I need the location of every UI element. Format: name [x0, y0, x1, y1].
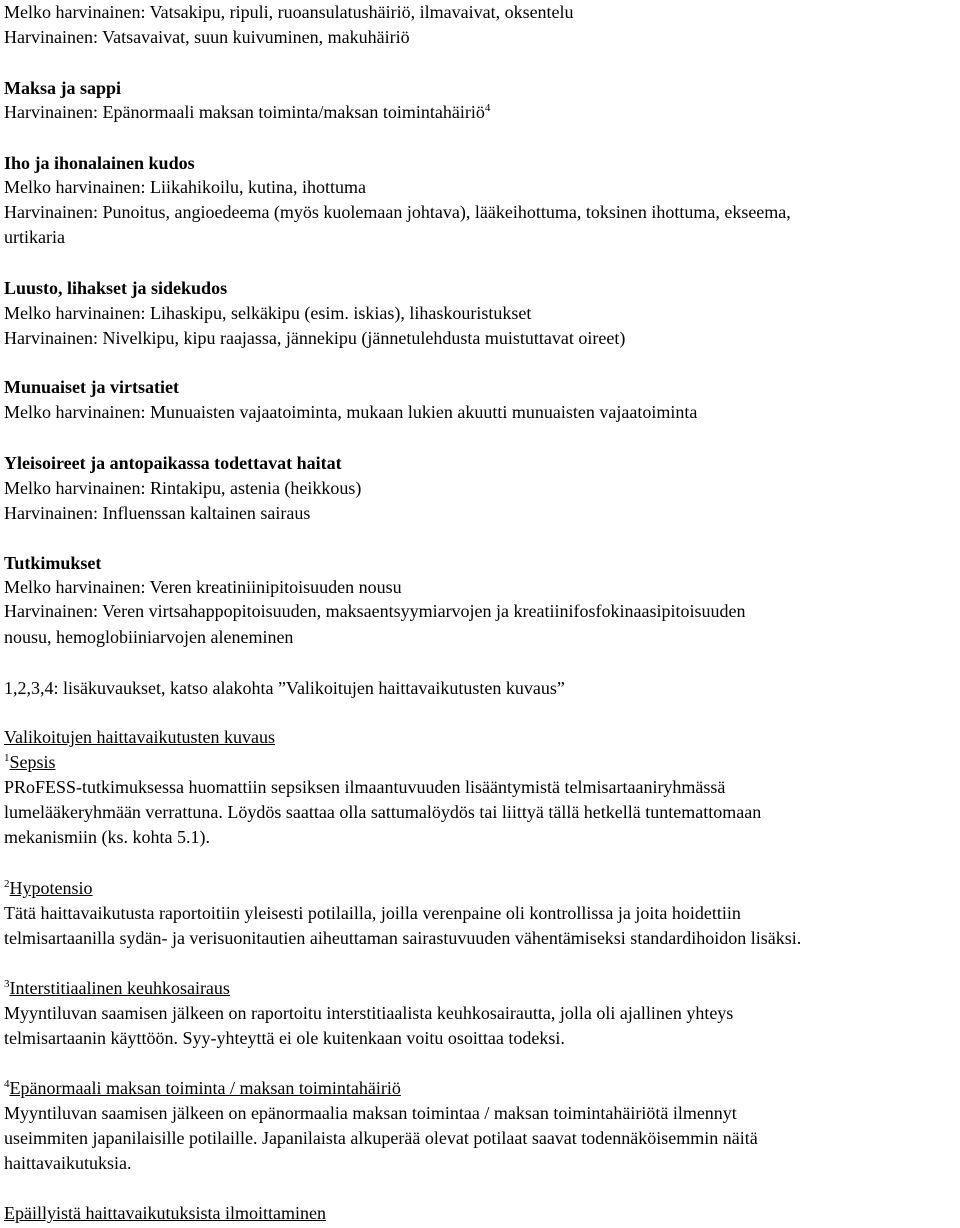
footnote-heading-hypotensio: $^2$Hypotensio [4, 878, 93, 898]
footnote-heading-keuhkosairaus: $^3$Interstitiaalinen keuhkosairaus [4, 978, 230, 998]
text-line: telmisartaanilla sydän- ja verisuonitautien aiheuttaman sairastuvuuden vähentämiseksi standardihoidon lisäksi. [4, 928, 802, 948]
section-heading: Munuaiset ja virtsatiet [4, 377, 179, 397]
section-heading: Yleisoireet ja antopaikassa todettavat haitat [4, 453, 342, 473]
footnote-marker: 2 [4, 878, 10, 890]
footnote-marker: 4 [484, 102, 491, 114]
text-line: Harvinainen: Vatsavaivat, suun kuivuminen, makuhäiriö [4, 27, 410, 47]
footnote-heading-sepsis: $^1$Sepsis [4, 752, 56, 772]
text-line: mekanismiin (ks. kohta 5.1). [4, 827, 210, 847]
subsection-heading: Epäillyistä haittavaikutuksista ilmoittaminen [4, 1203, 326, 1223]
subsection-heading: Valikoitujen haittavaikutusten kuvaus [4, 727, 275, 747]
text-line: Melko harvinainen: Veren kreatiniinipitoisuuden nousu [4, 577, 402, 597]
text-line: PRoFESS-tutkimuksessa huomattiin sepsiksen ilmaantuvuuden lisääntymistä telmisartaaniryhmässä [4, 777, 726, 797]
footnote-marker: 3 [4, 978, 10, 990]
text-line: useimmiten japanilaisille potilaille. Japanilaista alkuperää olevat potilaat saavat todennäköisemmin näitä [4, 1128, 758, 1148]
text-line: Melko harvinainen: Lihaskipu, selkäkipu (esim. iskias), lihaskouristukset [4, 303, 532, 323]
text-line: Harvinainen: Punoitus, angioedeema (myös kuolemaan johtava), lääkeihottuma, toksinen ihottuma, ekseema, [4, 202, 791, 222]
text-line: Myyntiluvan saamisen jälkeen on raportoitu interstitiaalista keuhkosairautta, jolla oli ajallinen yhteys [4, 1003, 734, 1023]
section-heading: Luusto, lihakset ja sidekudos [4, 278, 228, 298]
text-line: telmisartaanin käyttöön. Syy-yhteyttä ei ole kuitenkaan voitu osoittaa todeksi. [4, 1028, 565, 1048]
text-line: Tätä haittavaikutusta raportoitiin yleisesti potilailla, joilla verenpaine oli kontrollissa ja joita hoidettiin [4, 903, 741, 923]
section-heading: Iho ja ihonalainen kudos [4, 153, 195, 173]
section-heading: Maksa ja sappi [4, 78, 122, 98]
text-line: nousu, hemoglobiiniarvojen aleneminen [4, 627, 294, 647]
text-line: Harvinainen: Epänormaali maksan toiminta/maksan toimintahäiriö$^4$ [4, 102, 491, 122]
footnote-reference-line: 1,2,3,4: lisäkuvaukset, katso alakohta ”Valikoitujen haittavaikutusten kuvaus” [4, 678, 565, 698]
text-line: haittavaikutuksia. [4, 1153, 132, 1173]
footnote-marker: 4 [4, 1078, 10, 1090]
text-line: Melko harvinainen: Vatsakipu, ripuli, ruoansulatushäiriö, ilmavaivat, oksentelu [4, 2, 574, 22]
text-line: Harvinainen: Nivelkipu, kipu raajassa, jännekipu (jännetulehdusta muistuttavat oireet) [4, 328, 626, 348]
text-line: urtikaria [4, 227, 65, 247]
text-line: Melko harvinainen: Rintakipu, astenia (heikkous) [4, 478, 362, 498]
section-heading: Tutkimukset [4, 553, 102, 573]
text-line: Melko harvinainen: Liikahikoilu, kutina, ihottuma [4, 177, 366, 197]
text-line: Myyntiluvan saamisen jälkeen on epänormaalia maksan toimintaa / maksan toimintahäiriötä ilmennyt [4, 1103, 737, 1123]
text-line: Harvinainen: Influenssan kaltainen sairaus [4, 503, 311, 523]
text-line: Harvinainen: Veren virtsahappopitoisuuden, maksaentsyymiarvojen ja kreatiinifosfokinaasipitoisuuden [4, 601, 746, 621]
text-line: lumelääkeryhmään verrattuna. Löydös saattaa olla sattumalöydös tai liittyä tällä hetkellä tuntemattomaan [4, 802, 762, 822]
footnote-marker: 1 [4, 752, 10, 764]
footnote-heading-maksa: $^4$Epänormaali maksan toiminta / maksan toimintahäiriö [4, 1078, 401, 1098]
text-line: Melko harvinainen: Munuaisten vajaatoiminta, mukaan lukien akuutti munuaisten vajaatoiminta [4, 402, 698, 422]
